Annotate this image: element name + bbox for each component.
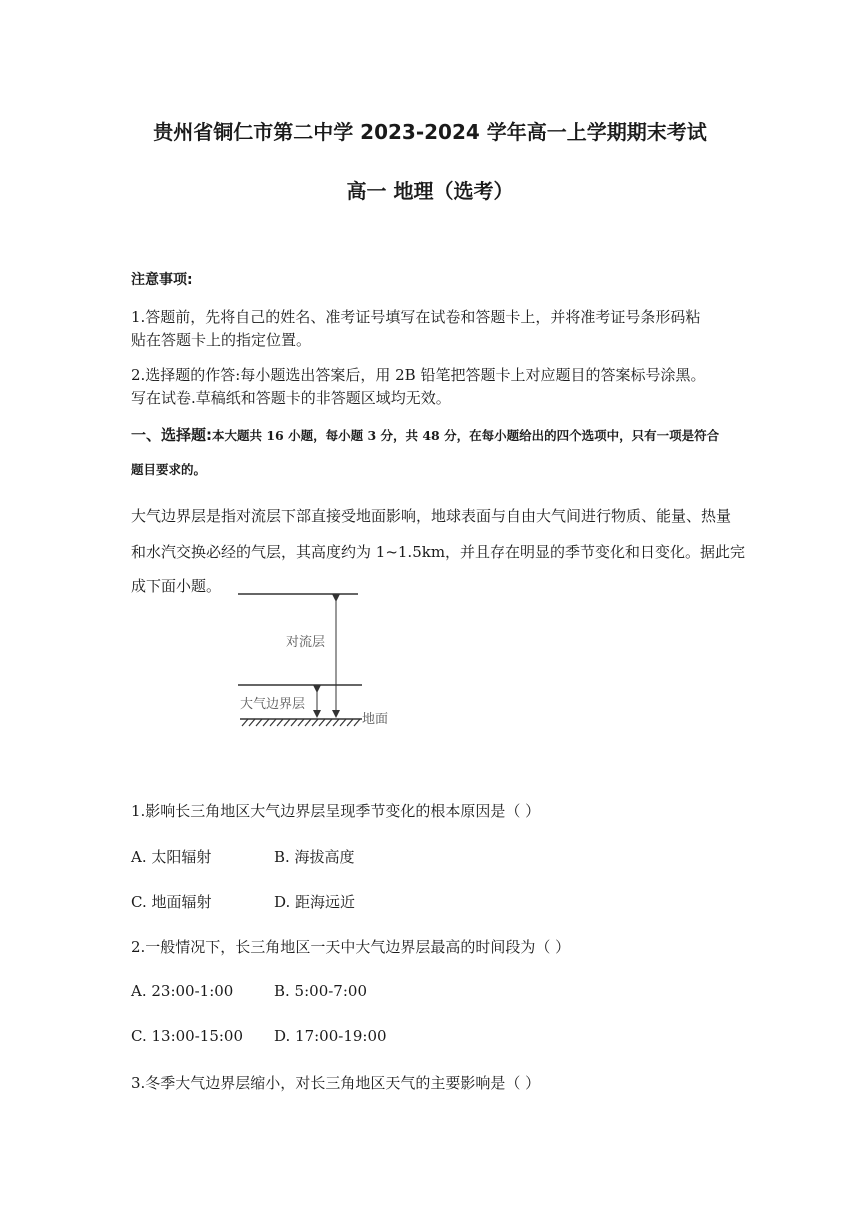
question-1-option-d: D. 距海远近: [274, 893, 356, 911]
atmosphere-layer-diagram: [232, 584, 402, 734]
section-desc-line-1: 本大题共 16 小题，每小题 3 分，共 48 分，在每小题给出的四个选项中，只有一项是符合: [212, 428, 720, 443]
notice-item-2-line-2: 写在试卷.草稿纸和答题卡的非答题区域均无效。: [131, 389, 451, 407]
exam-subtitle: 高一 地理（选考）: [346, 179, 514, 203]
passage-line-3: 成下面小题。: [131, 577, 222, 595]
passage-line-1: 大气边界层是指对流层下部直接受地面影响，地球表面与自由大气间进行物质、能量、热量: [131, 507, 732, 525]
question-1-option-a: A. 太阳辐射: [131, 848, 212, 866]
question-2-option-c: C. 13:00-15:00: [131, 1027, 244, 1045]
label-boundary-layer: 大气边界层: [240, 697, 306, 712]
section-heading: 一、选择题:: [131, 426, 212, 444]
label-ground: 地面: [362, 712, 389, 727]
question-2-option-b: B. 5:00-7:00: [274, 982, 367, 1000]
question-2-option-a: A. 23:00-1:00: [131, 982, 234, 1000]
section-desc-line-2: 题目要求的。: [131, 462, 207, 477]
question-1-option-b: B. 海拔高度: [274, 848, 355, 866]
question-1-stem: 1.影响长三角地区大气边界层呈现季节变化的根本原因是（ ）: [131, 802, 541, 820]
notice-item-1-line-1: 1.答题前，先将自己的姓名、准考证号填写在试卷和答题卡上，并将准考证号条形码粘: [131, 308, 701, 326]
label-troposphere: 对流层: [286, 635, 326, 650]
question-2-stem: 2.一般情况下，长三角地区一天中大气边界层最高的时间段为（ ）: [131, 938, 571, 956]
question-2-option-d: D. 17:00-19:00: [274, 1027, 387, 1045]
notice-heading: 注意事项:: [131, 272, 193, 288]
exam-title: 贵州省铜仁市第二中学 2023-2024 学年高一上学期期末考试: [153, 120, 707, 144]
ground-hatching: [242, 719, 360, 726]
notice-item-2-line-1: 2.选择题的作答:每小题选出答案后，用 2B 铅笔把答题卡上对应题目的答案标号涂黑。: [131, 366, 706, 384]
question-3-stem: 3.冬季大气边界层缩小，对长三角地区天气的主要影响是（ ）: [131, 1074, 541, 1092]
notice-item-1-line-2: 贴在答题卡上的指定位置。: [131, 331, 312, 349]
passage-line-2: 和水汽交换必经的气层，其高度约为 1~1.5km，并且存在明显的季节变化和日变化。据此完: [131, 543, 746, 561]
question-1-option-c: C. 地面辐射: [131, 893, 212, 911]
section-heading-row: [131, 424, 719, 445]
